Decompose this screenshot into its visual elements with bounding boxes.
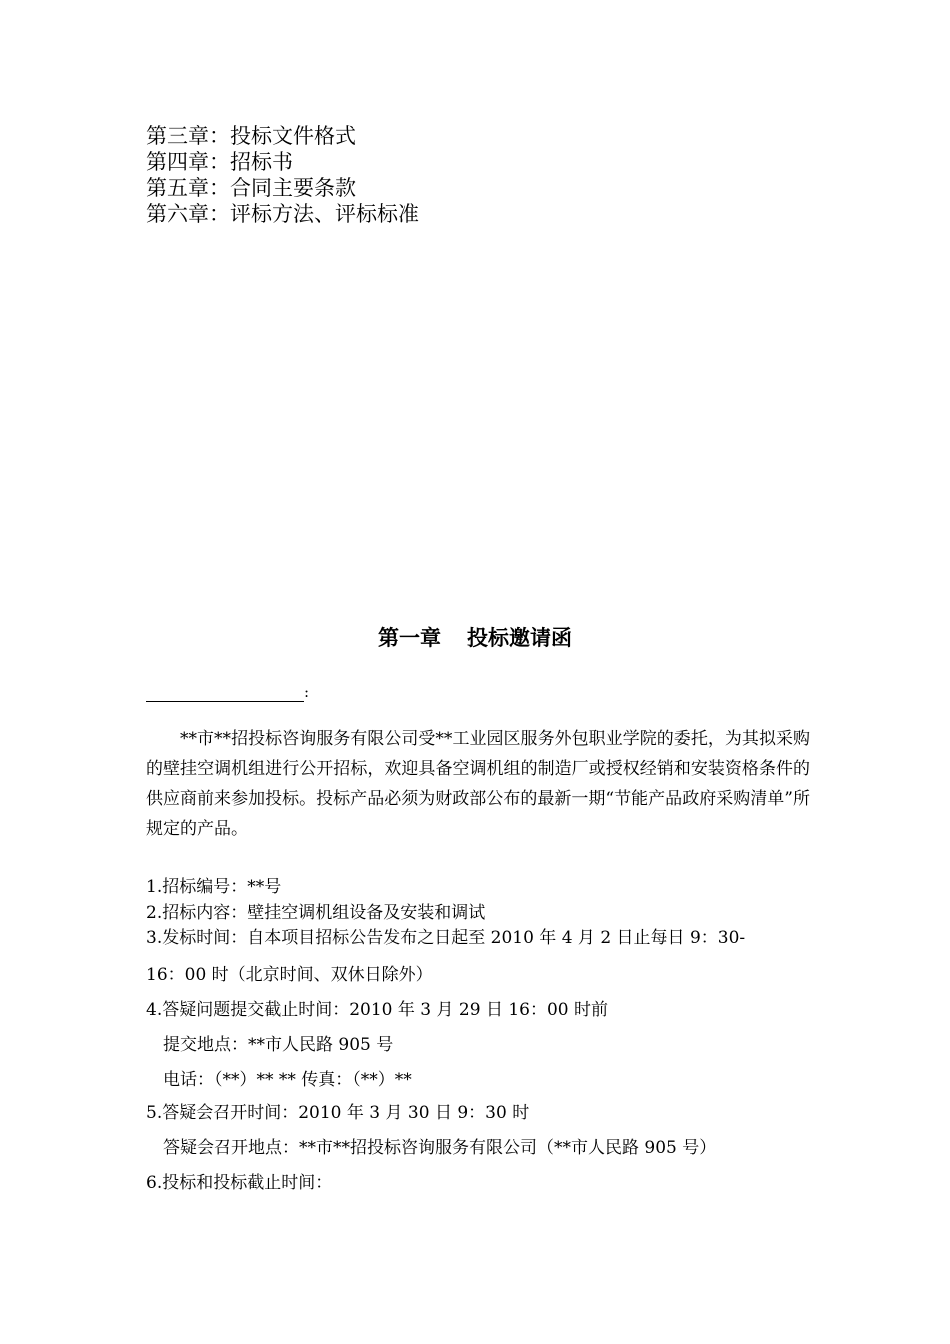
item-bid-content: 2.招标内容：壁挂空调机组设备及安装和调试 (146, 903, 486, 923)
addressee-blank (146, 684, 304, 702)
chapter-heading (0, 622, 950, 652)
toc-item: 第四章：招标书 (146, 150, 293, 174)
item-bid-number: 1.招标编号：**号 (146, 877, 282, 897)
item-meeting-location: 答疑会召开地点：**市**招投标咨询服务有限公司（**市人民路 905 号） (163, 1138, 717, 1158)
salutation-colon: : (304, 683, 310, 701)
item-question-deadline: 4.答疑问题提交截止时间：2010 年 3 月 29 日 16：00 时前 (146, 1000, 609, 1020)
intro-paragraph: **市**招投标咨询服务有限公司受**工业园区服务外包职业学院的委托，为其拟采购的壁挂空调机组进行公开招标，欢迎具备空调机组的制造厂或授权经销和安装资格条件的供应商前来参加投标。投标产品必须为财政部公布的最新一期“节能产品政府采购清单”所规定的产品。 (146, 729, 810, 839)
item-issue-time-cont: 16：00 时（北京时间、双休日除外） (146, 965, 433, 985)
item-issue-time: 3.发标时间：自本项目招标公告发布之日起至 2010 年 4 月 2 日止每日 9：30- (146, 928, 746, 948)
item-submit-location: 提交地点：**市人民路 905 号 (163, 1035, 394, 1055)
intro-section (146, 724, 810, 844)
item-meeting-time: 5.答疑会召开时间：2010 年 3 月 30 日 9：30 时 (146, 1103, 530, 1123)
toc-item: 第六章：评标方法、评标标准 (146, 202, 419, 226)
item-phone-fax: 电话：（**）** ** 传真：（**）** (163, 1070, 412, 1090)
item-bid-deadline: 6.投标和投标截止时间： (146, 1173, 333, 1193)
toc-item: 第五章：合同主要条款 (146, 176, 356, 200)
table-of-contents (146, 123, 419, 227)
toc-item: 第三章：投标文件格式 (146, 124, 356, 148)
salutation-line (146, 682, 309, 702)
chapter-title: 投标邀请函 (467, 625, 572, 650)
chapter-number: 第一章 (378, 625, 441, 650)
